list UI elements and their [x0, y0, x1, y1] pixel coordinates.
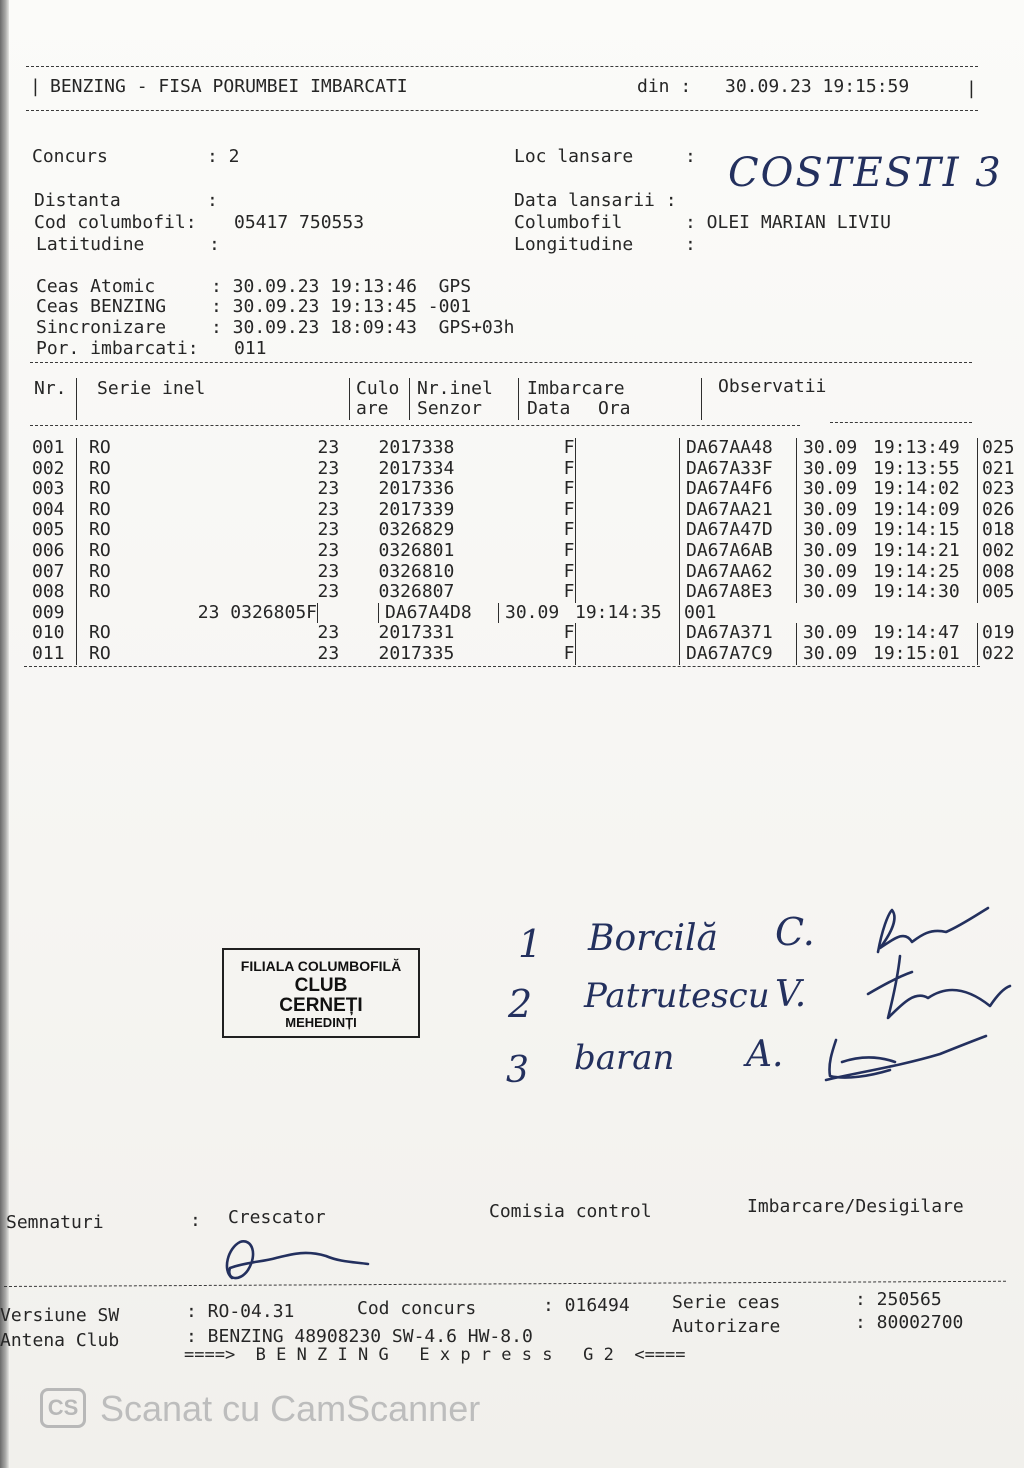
hand-number-1: 1 — [518, 922, 543, 966]
row-observation: 001 — [684, 601, 717, 623]
col-imbarcare-header: Imbarcare — [527, 378, 625, 399]
semnaturi-label: Semnaturi — [6, 1212, 104, 1233]
stamp-line-2: CLUB — [294, 975, 348, 996]
longitudine-value: : — [685, 234, 696, 255]
row-time: 19:14:30 — [873, 582, 978, 603]
col-culoare-header-2: are — [356, 398, 389, 419]
hand-name-2: Patrutescu — [584, 976, 770, 1016]
serie-ceas-label: Serie ceas — [672, 1292, 781, 1313]
row-sensor: DA67AA48 — [680, 438, 797, 459]
latitudine-label: Latitudine — [36, 234, 145, 255]
row-nr: 009 — [32, 603, 77, 624]
row-year: 23 — [317, 581, 340, 603]
row-date: 30.09 — [803, 622, 858, 644]
row-sensor: DA67AA62 — [680, 562, 797, 583]
date-label: din : — [637, 76, 692, 97]
longitudine-label: Longitudine — [514, 234, 634, 255]
row-sex: F — [499, 623, 576, 644]
hand-initial-2: V. — [775, 974, 807, 1015]
row-time: 19:14:35 — [575, 603, 680, 624]
release-location-handwritten: COSTESTI 3 — [728, 150, 1003, 196]
header-pipe-left: | — [30, 76, 41, 97]
row-observation: 008 — [982, 560, 1015, 582]
row-observation: 022 — [982, 642, 1015, 664]
row-sensor: DA67A7C9 — [680, 644, 797, 665]
col-data-header: Data — [527, 398, 571, 419]
semnaturi-colon: : — [190, 1210, 201, 1231]
row-country: RO — [89, 457, 111, 479]
row-observation: 019 — [982, 622, 1015, 644]
signature-crescator — [227, 1241, 368, 1278]
autorizare-label: Autorizare — [672, 1316, 781, 1337]
row-nr: 003 — [32, 479, 77, 500]
versiune-sw-label: Versiune SW — [0, 1305, 120, 1326]
camscanner-watermark: Scanat cu CamScanner — [100, 1388, 481, 1429]
row-sensor: DA67A8E3 — [680, 582, 797, 603]
ceas-atomic-value: : 30.09.23 19:13:46 GPS — [211, 276, 472, 297]
row-sensor: DA67A33F — [680, 459, 797, 480]
row-country: RO — [89, 478, 111, 500]
autorizare-value: : 80002700 — [855, 1312, 964, 1333]
hand-number-2: 2 — [508, 982, 533, 1026]
row-ring-serial: 2017338 — [378, 437, 455, 458]
columbofil-value: : OLEI MARIAN LIVIU — [685, 212, 891, 233]
row-country: RO — [89, 519, 111, 541]
row-time: 19:15:01 — [873, 644, 978, 665]
distanta-value: : — [207, 190, 218, 211]
row-sensor: DA67A47D — [680, 520, 797, 541]
row-time: 19:14:02 — [873, 479, 978, 500]
row-country: RO — [89, 581, 111, 603]
stamp-line-1: FILIALA COLUMBOFILĂ — [240, 958, 402, 974]
row-sex: F — [499, 520, 576, 541]
row-country: RO — [89, 642, 111, 664]
signature-2 — [868, 956, 1010, 1018]
comisia-control-label: Comisia control — [489, 1201, 652, 1222]
col-observatii-header: Observatii — [718, 376, 827, 397]
row-observation: 002 — [982, 539, 1015, 561]
row-year: 23 — [317, 437, 340, 458]
row-year: 23 — [317, 539, 340, 561]
row-country: RO — [89, 437, 111, 458]
row-ring-serial: 0326829 — [378, 519, 455, 541]
row-date: 30.09 — [803, 457, 858, 479]
camscanner-logo-icon: CS — [40, 1388, 86, 1428]
row-year: 23 — [317, 519, 340, 541]
col-serie-header: Serie inel — [97, 378, 206, 399]
row-time: 19:13:55 — [873, 459, 978, 480]
sincronizare-value: : 30.09.23 18:09:43 GPS+03h — [211, 317, 515, 338]
row-ring-serial: 0326810 — [378, 560, 455, 582]
row-ring-serial: 2017334 — [378, 457, 455, 479]
row-year: 23 — [317, 642, 340, 664]
report-title: BENZING - FISA PORUMBEI IMBARCATI — [50, 76, 408, 97]
row-sex: F — [499, 438, 576, 459]
distanta-label: Distanta — [34, 190, 121, 211]
antena-club-label: Antena Club — [0, 1330, 120, 1351]
imbarcare-desigilare-label: Imbarcare/Desigilare — [747, 1196, 964, 1217]
hand-initial-1: C. — [775, 910, 815, 954]
row-sex: F — [499, 582, 576, 603]
loc-lansare-colon: : — [685, 146, 696, 167]
row-ring-serial: 0326807 — [378, 581, 455, 603]
hand-name-1: Borcilă — [588, 918, 718, 959]
report-datetime: 30.09.23 19:15:59 — [725, 76, 910, 97]
signature-3 — [826, 1036, 986, 1080]
hand-name-3: baran — [574, 1038, 675, 1078]
row-ring-serial: 2017339 — [378, 498, 455, 520]
row-country: RO — [89, 539, 111, 561]
row-sensor: DA67A6AB — [680, 541, 797, 562]
row-observation: 005 — [982, 581, 1015, 603]
row-sensor: DA67A4F6 — [680, 479, 797, 500]
col-nr-header: Nr. — [34, 378, 67, 399]
sincronizare-label: Sincronizare — [36, 317, 167, 338]
row-sex: F — [499, 459, 576, 480]
row-ring-serial: 2017336 — [378, 478, 455, 500]
ceas-benzing-value: : 30.09.23 19:13:45 -001 — [211, 296, 472, 317]
row-time: 19:14:21 — [873, 541, 978, 562]
row-nr: 002 — [32, 459, 77, 480]
row-date: 30.09 — [803, 539, 858, 561]
row-observation: 021 — [982, 457, 1015, 479]
row-nr: 011 — [32, 644, 77, 665]
ceas-atomic-label: Ceas Atomic — [36, 276, 156, 297]
row-nr: 006 — [32, 541, 77, 562]
serie-ceas-value: : 250565 — [855, 1289, 942, 1310]
row-observation: 026 — [982, 498, 1015, 520]
row-nr: 001 — [32, 438, 77, 459]
row-ring-serial: 2017335 — [378, 642, 455, 664]
loc-lansare-label: Loc lansare — [514, 146, 634, 167]
por-imbarcati-label: Por. imbarcati: — [36, 338, 199, 359]
columbofil-label: Columbofil — [514, 212, 623, 233]
row-date: 30.09 — [803, 478, 858, 500]
row-year: 23 — [317, 457, 340, 479]
row-sex: F — [499, 479, 576, 500]
row-date: 30.09 — [803, 519, 858, 541]
row-sex: F — [499, 500, 576, 521]
row-nr: 010 — [32, 623, 77, 644]
signature-1 — [878, 908, 988, 952]
row-sensor: DA67A371 — [680, 623, 797, 644]
row-date: 30.09 — [803, 437, 858, 458]
row-country: RO — [89, 622, 111, 644]
row-nr: 004 — [32, 500, 77, 521]
row-observation: 018 — [982, 519, 1015, 541]
row-year: 23 — [317, 498, 340, 520]
stamp-line-3: CERNEȚI — [279, 995, 363, 1016]
cod-concurs-value: : 016494 — [543, 1295, 630, 1316]
row-time: 19:14:47 — [873, 623, 978, 644]
row-year: 23 — [317, 478, 340, 500]
row-observation: 023 — [982, 478, 1015, 500]
row-country: RO — [89, 498, 111, 520]
row-nr: 005 — [32, 520, 77, 541]
cod-concurs-label: Cod concurs — [357, 1298, 477, 1319]
por-imbarcati-value: 011 — [234, 338, 267, 359]
col-culoare-header: Culo — [356, 378, 400, 399]
concurs-label: Concurs — [32, 146, 108, 167]
row-sex: F — [499, 562, 576, 583]
row-date: 30.09 — [803, 560, 858, 582]
row-date: 30.09 — [803, 642, 858, 664]
row-date: 30.09 — [803, 498, 858, 520]
cod-columbofil-value: 05417 750553 — [234, 212, 365, 233]
row-sex: F — [499, 644, 576, 665]
versiune-sw-value: : RO-04.31 — [186, 1301, 295, 1322]
col-senzor-header: Senzor — [417, 398, 483, 419]
latitudine-value: : — [209, 234, 220, 255]
row-nr: 008 — [32, 582, 77, 603]
crescator-label: Crescator — [228, 1207, 326, 1228]
row-year: 23 — [317, 560, 340, 582]
row-ring-serial: 2017331 — [378, 622, 455, 644]
header-pipe-right: | — [966, 78, 977, 99]
row-country: RO — [89, 560, 111, 582]
col-ora-header: Ora — [598, 398, 631, 419]
row-sensor: DA67AA21 — [680, 500, 797, 521]
hand-number-3: 3 — [506, 1050, 529, 1091]
stamp-line-4: MEHEDINȚI — [285, 1015, 357, 1030]
row-sensor: DA67A4D8 — [379, 603, 499, 624]
row-time: 19:13:49 — [873, 438, 978, 459]
row-time: 19:14:09 — [873, 500, 978, 521]
cod-columbofil-label: Cod columbofil: — [34, 212, 197, 233]
row-nr: 007 — [32, 562, 77, 583]
row-ring-serial: 0326801 — [378, 539, 455, 561]
row-date: 30.09 — [803, 581, 858, 603]
concurs-value: : 2 — [207, 146, 240, 167]
row-date: 30.09 — [505, 601, 560, 623]
col-nrinel-header: Nr.inel — [417, 378, 493, 399]
row-ring-serial: 23 0326805F — [77, 603, 318, 624]
ceas-benzing-label: Ceas BENZING — [36, 296, 167, 317]
row-observation: 025 — [982, 437, 1015, 458]
benzing-express-banner: ====> B E N Z I N G E x p r e s s G 2 <==== — [184, 1345, 686, 1365]
data-lansarii-label: Data lansarii : — [514, 190, 677, 211]
row-year: 23 — [317, 622, 340, 644]
row-time: 19:14:15 — [873, 520, 978, 541]
antena-club-value: : BENZING 48908230 SW-4.6 HW-8.0 — [186, 1326, 533, 1347]
row-time: 19:14:25 — [873, 562, 978, 583]
hand-initial-3: A. — [746, 1034, 784, 1075]
row-sex: F — [499, 541, 576, 562]
